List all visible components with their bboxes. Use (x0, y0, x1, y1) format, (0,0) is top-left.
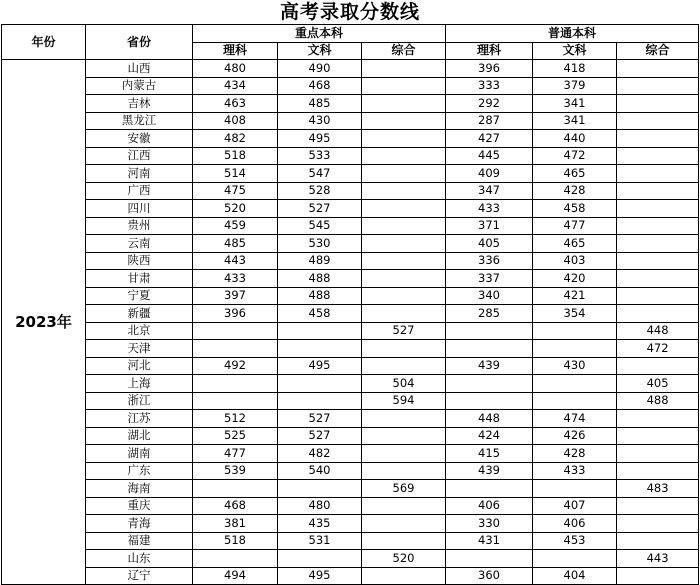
table-row (2, 287, 699, 305)
province-cell: 青海 (86, 515, 193, 533)
score-cell-key-liberal: 430 (278, 112, 362, 130)
sheet-title: 高考录取分数线 (279, 1, 420, 23)
score-cell-regular-comprehensive (617, 567, 699, 585)
score-cell-regular-liberal: 465 (533, 165, 617, 183)
score-cell-key-comprehensive (362, 445, 446, 463)
score-cell-regular-liberal: 426 (533, 427, 617, 445)
table-row (2, 77, 699, 95)
score-cell-regular-liberal (533, 340, 617, 358)
score-cell-key-liberal: 458 (278, 305, 362, 323)
score-cell-key-liberal: 489 (278, 252, 362, 270)
score-cell-key-liberal: 468 (278, 77, 362, 95)
province-cell: 江西 (86, 147, 193, 165)
score-cell-regular-science: 336 (446, 252, 533, 270)
score-cell-regular-comprehensive (617, 235, 699, 253)
table-row (2, 515, 699, 533)
table-row (2, 550, 699, 568)
score-cell-key-comprehensive (362, 287, 446, 305)
score-cell-key-science: 434 (193, 77, 278, 95)
score-cell-regular-science (446, 550, 533, 568)
score-cell-key-liberal: 527 (278, 200, 362, 218)
score-cell-key-comprehensive (362, 427, 446, 445)
score-cell-key-comprehensive (362, 235, 446, 253)
score-cell-regular-comprehensive (617, 60, 699, 78)
score-cell-regular-comprehensive (617, 497, 699, 515)
score-cell-key-comprehensive (362, 515, 446, 533)
province-cell: 黑龙江 (86, 112, 193, 130)
score-cell-key-science: 408 (193, 112, 278, 130)
score-cell-regular-science: 433 (446, 200, 533, 218)
score-cell-regular-liberal: 421 (533, 287, 617, 305)
score-cell-key-comprehensive (362, 200, 446, 218)
score-cell-regular-comprehensive (617, 77, 699, 95)
score-cell-regular-science: 337 (446, 270, 533, 288)
province-cell: 山西 (86, 60, 193, 78)
score-cell-regular-comprehensive: 483 (617, 480, 699, 498)
table-row (2, 182, 699, 200)
score-cell-regular-liberal: 440 (533, 130, 617, 148)
score-cell-regular-liberal (533, 322, 617, 340)
score-cell-key-science: 482 (193, 130, 278, 148)
province-cell: 湖南 (86, 445, 193, 463)
score-cell-regular-liberal: 477 (533, 217, 617, 235)
score-cell-regular-liberal: 406 (533, 515, 617, 533)
score-cell-key-comprehensive (362, 567, 446, 585)
score-cell-key-science: 525 (193, 427, 278, 445)
score-cell-key-comprehensive: 594 (362, 392, 446, 410)
score-cell-regular-liberal: 428 (533, 445, 617, 463)
score-cell-regular-science: 431 (446, 532, 533, 550)
score-cell-regular-science: 406 (446, 497, 533, 515)
score-cell-regular-science: 292 (446, 95, 533, 113)
province-cell: 海南 (86, 480, 193, 498)
score-cell-regular-comprehensive (617, 182, 699, 200)
year-cell: 2023年 (2, 60, 86, 585)
header-regular-liberal: 文科 (533, 42, 617, 60)
province-cell: 河南 (86, 165, 193, 183)
table-row (2, 567, 699, 585)
score-cell-key-science: 381 (193, 515, 278, 533)
province-cell: 甘肃 (86, 270, 193, 288)
score-cell-regular-liberal: 472 (533, 147, 617, 165)
score-cell-regular-liberal (533, 392, 617, 410)
score-cell-key-science: 514 (193, 165, 278, 183)
header-group-key: 重点本科 (193, 25, 446, 43)
table-row (2, 410, 699, 428)
table-row (2, 252, 699, 270)
score-cell-key-science: 494 (193, 567, 278, 585)
score-cell-key-comprehensive (362, 270, 446, 288)
table-row (2, 200, 699, 218)
province-cell: 重庆 (86, 497, 193, 515)
score-cell-key-science (193, 375, 278, 393)
score-cell-key-comprehensive (362, 532, 446, 550)
score-cell-regular-liberal: 403 (533, 252, 617, 270)
score-cell-regular-liberal: 465 (533, 235, 617, 253)
score-cell-key-liberal: 488 (278, 287, 362, 305)
score-cell-regular-science: 285 (446, 305, 533, 323)
score-cell-key-comprehensive: 520 (362, 550, 446, 568)
score-cell-key-science (193, 550, 278, 568)
score-cell-regular-science: 409 (446, 165, 533, 183)
score-cell-regular-liberal: 354 (533, 305, 617, 323)
score-cell-key-comprehensive (362, 305, 446, 323)
score-cell-regular-science: 287 (446, 112, 533, 130)
score-cell-key-science: 485 (193, 235, 278, 253)
score-cell-key-comprehensive (362, 252, 446, 270)
score-cell-key-science: 480 (193, 60, 278, 78)
score-cell-regular-science (446, 340, 533, 358)
table-row (2, 130, 699, 148)
table-row (2, 445, 699, 463)
score-cell-key-liberal (278, 340, 362, 358)
table-row (2, 305, 699, 323)
score-cell-regular-liberal: 407 (533, 497, 617, 515)
score-cell-key-comprehensive (362, 60, 446, 78)
province-cell: 福建 (86, 532, 193, 550)
table-row (2, 235, 699, 253)
province-cell: 天津 (86, 340, 193, 358)
score-cell-regular-science: 448 (446, 410, 533, 428)
score-cell-key-liberal: 527 (278, 427, 362, 445)
province-cell: 广东 (86, 462, 193, 480)
score-cell-regular-science: 333 (446, 77, 533, 95)
score-cell-regular-comprehensive (617, 130, 699, 148)
province-cell: 云南 (86, 235, 193, 253)
score-cell-regular-science (446, 322, 533, 340)
score-cell-regular-comprehensive: 405 (617, 375, 699, 393)
score-cell-key-liberal: 495 (278, 357, 362, 375)
header-key-comprehensive: 综合 (362, 42, 446, 60)
province-cell: 上海 (86, 375, 193, 393)
score-cell-key-science (193, 392, 278, 410)
score-cell-key-liberal: 540 (278, 462, 362, 480)
score-cell-regular-liberal: 474 (533, 410, 617, 428)
score-cell-key-science: 492 (193, 357, 278, 375)
table-row (2, 497, 699, 515)
score-cell-key-liberal: 495 (278, 567, 362, 585)
province-cell: 内蒙古 (86, 77, 193, 95)
score-cell-regular-liberal: 433 (533, 462, 617, 480)
score-cell-key-liberal: 495 (278, 130, 362, 148)
score-cell-key-liberal: 488 (278, 270, 362, 288)
score-cell-regular-science: 347 (446, 182, 533, 200)
province-cell: 宁夏 (86, 287, 193, 305)
score-cell-key-science: 518 (193, 147, 278, 165)
score-cell-regular-science: 360 (446, 567, 533, 585)
score-cell-key-liberal: 533 (278, 147, 362, 165)
score-cell-regular-comprehensive (617, 462, 699, 480)
table-row (2, 375, 699, 393)
score-cell-regular-comprehensive: 443 (617, 550, 699, 568)
score-cell-key-science: 463 (193, 95, 278, 113)
score-cell-key-science: 397 (193, 287, 278, 305)
score-cell-regular-liberal (533, 375, 617, 393)
score-cell-regular-comprehensive (617, 532, 699, 550)
score-cell-key-comprehensive (362, 497, 446, 515)
score-cell-key-comprehensive (362, 147, 446, 165)
score-cell-key-science (193, 340, 278, 358)
score-cell-key-comprehensive (362, 112, 446, 130)
score-cell-regular-comprehensive (617, 147, 699, 165)
score-table-body (2, 60, 699, 585)
province-cell: 吉林 (86, 95, 193, 113)
score-cell-regular-liberal: 458 (533, 200, 617, 218)
score-cell-regular-science (446, 375, 533, 393)
score-cell-key-comprehensive (362, 410, 446, 428)
score-cell-regular-science: 439 (446, 462, 533, 480)
header-province: 省份 (86, 25, 193, 60)
score-cell-key-liberal (278, 322, 362, 340)
header-key-liberal: 文科 (278, 42, 362, 60)
score-cell-key-comprehensive: 569 (362, 480, 446, 498)
score-cell-key-science: 512 (193, 410, 278, 428)
score-cell-regular-liberal: 379 (533, 77, 617, 95)
score-cell-key-liberal (278, 375, 362, 393)
score-cell-key-liberal: 485 (278, 95, 362, 113)
score-cell-regular-science: 371 (446, 217, 533, 235)
score-cell-regular-comprehensive (617, 252, 699, 270)
table-row (2, 322, 699, 340)
score-cell-regular-science: 424 (446, 427, 533, 445)
score-cell-key-liberal: 480 (278, 497, 362, 515)
score-cell-key-science: 477 (193, 445, 278, 463)
score-cell-regular-comprehensive (617, 217, 699, 235)
score-cell-regular-liberal: 341 (533, 95, 617, 113)
score-cell-regular-liberal: 420 (533, 270, 617, 288)
header-regular-comprehensive: 综合 (617, 42, 699, 60)
score-cell-regular-comprehensive (617, 305, 699, 323)
score-cell-key-comprehensive (362, 217, 446, 235)
score-cell-key-comprehensive: 504 (362, 375, 446, 393)
score-cell-regular-comprehensive (617, 357, 699, 375)
score-cell-regular-liberal (533, 480, 617, 498)
score-cell-key-science: 518 (193, 532, 278, 550)
score-cell-key-comprehensive (362, 77, 446, 95)
score-cell-regular-comprehensive (617, 515, 699, 533)
table-row (2, 480, 699, 498)
score-cell-regular-science (446, 480, 533, 498)
province-cell: 浙江 (86, 392, 193, 410)
score-cell-key-science (193, 322, 278, 340)
score-cell-key-comprehensive (362, 165, 446, 183)
score-cell-key-liberal (278, 550, 362, 568)
score-cell-regular-science: 427 (446, 130, 533, 148)
score-cell-key-science: 475 (193, 182, 278, 200)
score-cell-regular-liberal: 428 (533, 182, 617, 200)
score-cell-regular-comprehensive (617, 165, 699, 183)
score-cell-key-science: 468 (193, 497, 278, 515)
table-row (2, 392, 699, 410)
score-cell-key-comprehensive (362, 462, 446, 480)
header-regular-science: 理科 (446, 42, 533, 60)
score-cell-regular-science: 340 (446, 287, 533, 305)
table-row (2, 427, 699, 445)
province-cell: 河北 (86, 357, 193, 375)
table-row (2, 462, 699, 480)
table-row (2, 340, 699, 358)
province-cell: 新疆 (86, 305, 193, 323)
score-cell-key-liberal: 527 (278, 410, 362, 428)
score-cell-regular-comprehensive: 448 (617, 322, 699, 340)
table-row (2, 95, 699, 113)
score-cell-key-science: 443 (193, 252, 278, 270)
score-table (1, 24, 699, 585)
score-cell-key-liberal (278, 480, 362, 498)
table-row (2, 217, 699, 235)
score-cell-key-liberal: 528 (278, 182, 362, 200)
score-cell-key-comprehensive: 527 (362, 322, 446, 340)
table-row (2, 165, 699, 183)
score-cell-regular-liberal (533, 550, 617, 568)
score-cell-regular-liberal: 418 (533, 60, 617, 78)
score-cell-key-comprehensive (362, 130, 446, 148)
score-cell-key-liberal: 490 (278, 60, 362, 78)
score-cell-regular-comprehensive (617, 112, 699, 130)
score-cell-key-science: 539 (193, 462, 278, 480)
province-cell: 北京 (86, 322, 193, 340)
province-cell: 安徽 (86, 130, 193, 148)
header-year: 年份 (2, 25, 86, 60)
score-cell-key-liberal (278, 392, 362, 410)
score-cell-key-science: 433 (193, 270, 278, 288)
score-cell-key-comprehensive (362, 182, 446, 200)
score-cell-regular-liberal: 341 (533, 112, 617, 130)
table-row (2, 270, 699, 288)
table-row (2, 60, 699, 78)
score-cell-key-comprehensive (362, 357, 446, 375)
score-cell-key-science: 396 (193, 305, 278, 323)
score-cell-regular-science: 396 (446, 60, 533, 78)
score-cell-regular-liberal: 430 (533, 357, 617, 375)
table-row (2, 112, 699, 130)
score-cell-regular-comprehensive: 472 (617, 340, 699, 358)
score-cell-key-science (193, 480, 278, 498)
province-cell: 辽宁 (86, 567, 193, 585)
score-cell-regular-comprehensive (617, 200, 699, 218)
score-cell-regular-science: 415 (446, 445, 533, 463)
score-cell-key-liberal: 530 (278, 235, 362, 253)
province-cell: 贵州 (86, 217, 193, 235)
score-cell-regular-science: 439 (446, 357, 533, 375)
table-row (2, 532, 699, 550)
score-cell-regular-comprehensive (617, 287, 699, 305)
table-row (2, 147, 699, 165)
score-cell-regular-comprehensive (617, 270, 699, 288)
score-cell-regular-comprehensive (617, 410, 699, 428)
score-cell-key-liberal: 435 (278, 515, 362, 533)
score-cell-regular-comprehensive (617, 95, 699, 113)
province-cell: 四川 (86, 200, 193, 218)
header-group-regular: 普通本科 (446, 25, 699, 43)
score-cell-regular-science: 405 (446, 235, 533, 253)
score-cell-key-science: 520 (193, 200, 278, 218)
score-cell-regular-comprehensive (617, 427, 699, 445)
header-row-groups (2, 25, 699, 43)
score-cell-key-liberal: 482 (278, 445, 362, 463)
header-key-science: 理科 (193, 42, 278, 60)
score-cell-key-comprehensive (362, 95, 446, 113)
table-row (2, 357, 699, 375)
score-cell-regular-science: 445 (446, 147, 533, 165)
score-cell-key-liberal: 545 (278, 217, 362, 235)
score-cell-regular-comprehensive: 488 (617, 392, 699, 410)
province-cell: 湖北 (86, 427, 193, 445)
province-cell: 陕西 (86, 252, 193, 270)
score-cell-key-liberal: 547 (278, 165, 362, 183)
score-cell-regular-science: 330 (446, 515, 533, 533)
score-cell-key-science: 459 (193, 217, 278, 235)
score-cell-regular-liberal: 453 (533, 532, 617, 550)
score-cell-key-liberal: 531 (278, 532, 362, 550)
score-cell-regular-liberal: 404 (533, 567, 617, 585)
score-cell-regular-comprehensive (617, 445, 699, 463)
province-cell: 山东 (86, 550, 193, 568)
score-cell-regular-science (446, 392, 533, 410)
province-cell: 广西 (86, 182, 193, 200)
score-cell-key-comprehensive (362, 340, 446, 358)
province-cell: 江苏 (86, 410, 193, 428)
